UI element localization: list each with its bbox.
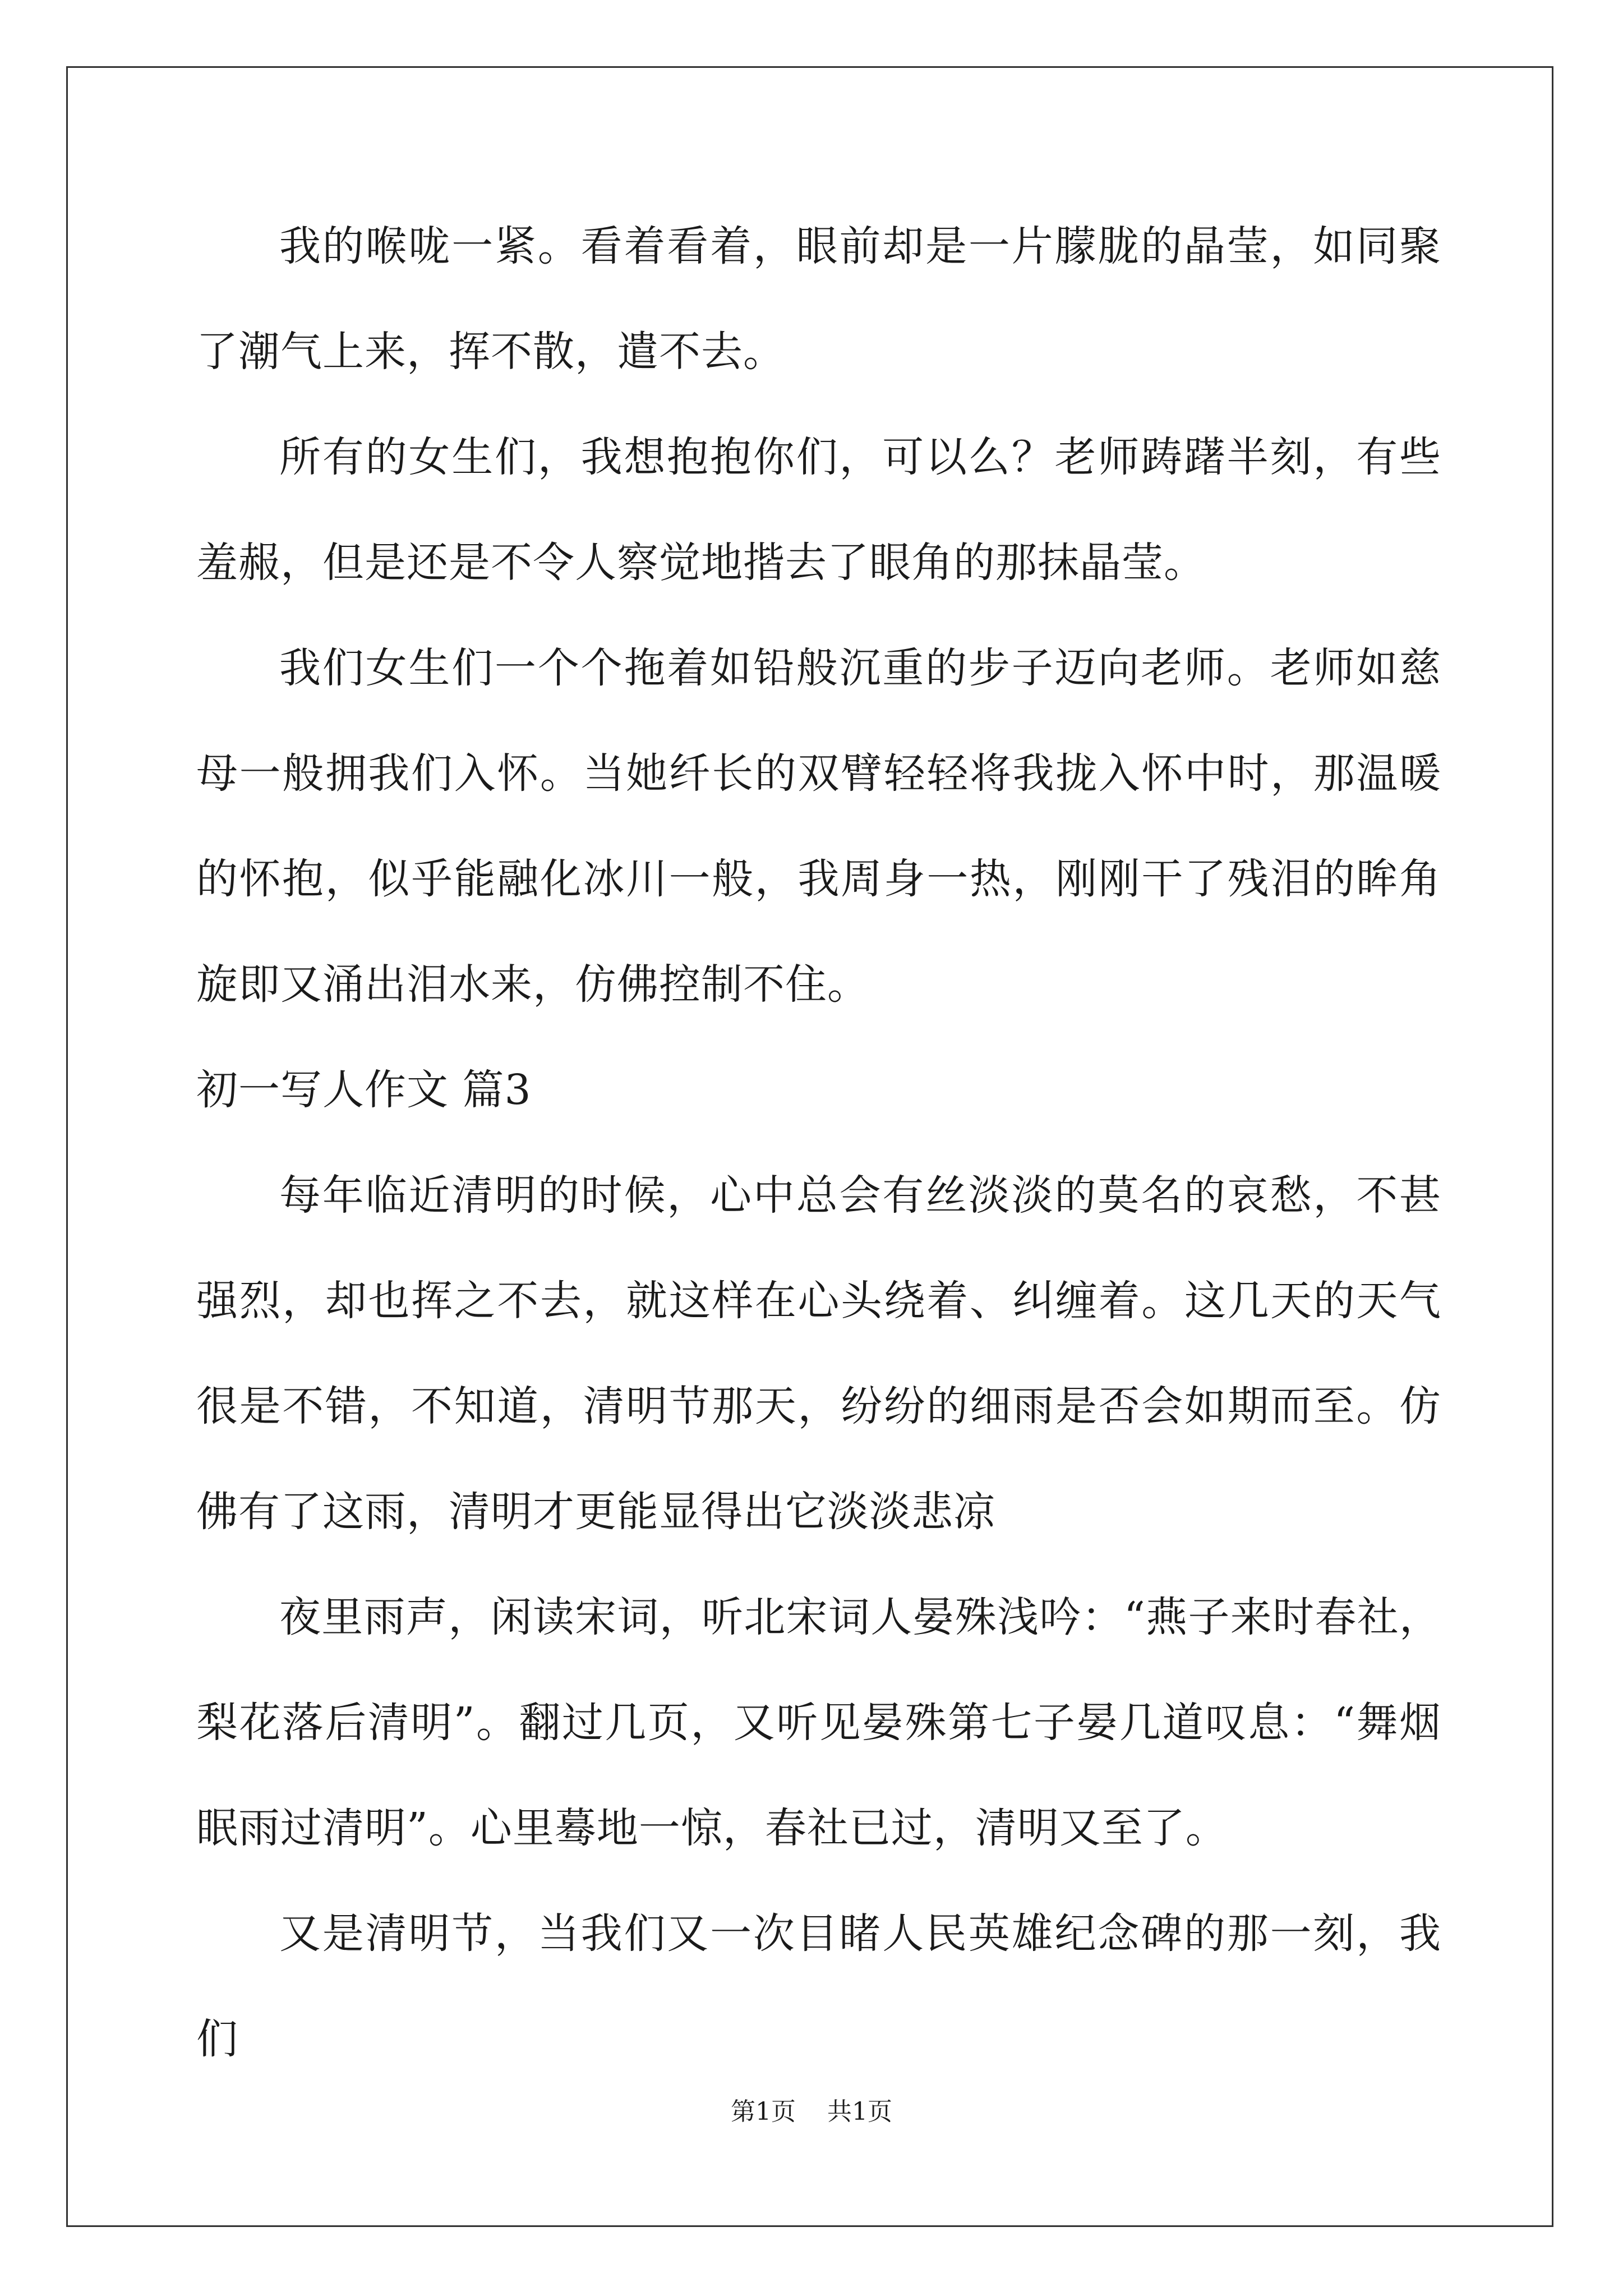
paragraph-4: 每年临近清明的时候，心中总会有丝淡淡的莫名的哀愁，不甚强烈，却也挥之不去，就这样在心头绕着、纠缠着。这几天的天气很是不错，不知道，清明节那天，纷纷的细雨是否会如期而至。仿佛有了这雨，清明才更能显得出它淡淡悲凉 — [196, 1171, 1441, 1536]
section-heading: 初一写人作文 篇3 — [196, 1066, 532, 1114]
paragraph-3: 我们女生们一个个拖着如铅般沉重的步子迈向老师。老师如慈母一般拥我们入怀。当她纤长的双臂轻轻将我拢入怀中时，那温暖的怀抱，似乎能融化冰川一般，我周身一热，刚刚干了残泪的眸角旋即又涌出泪水来，仿佛控制不住。 — [196, 644, 1441, 1009]
document-body — [196, 194, 1441, 2092]
page-number-total: 共1页 — [827, 2097, 892, 2126]
page-footer — [0, 2095, 1623, 2129]
paragraph-1: 我的喉咙一紧。看着看着，眼前却是一片朦胧的晶莹，如同聚了潮气上来，挥不散，遣不去。 — [196, 222, 1441, 376]
paragraph-6: 又是清明节，当我们又一次目睹人民英雄纪念碑的那一刻，我们 — [196, 1910, 1441, 2063]
paragraph-2: 所有的女生们，我想抱抱你们，可以么？老师踌躇半刻，有些羞赧，但是还是不令人察觉地揩去了眼角的那抹晶莹。 — [196, 433, 1441, 587]
paragraph-5: 夜里雨声，闲读宋词，听北宋词人晏殊浅吟：“燕子来时春社，梨花落后清明”。翻过几页，又听见晏殊第七子晏几道叹息：“舞烟眠雨过清明”。心里蓦地一惊，春社已过，清明又至了。 — [196, 1593, 1441, 1852]
page-number-current: 第1页 — [731, 2097, 796, 2126]
